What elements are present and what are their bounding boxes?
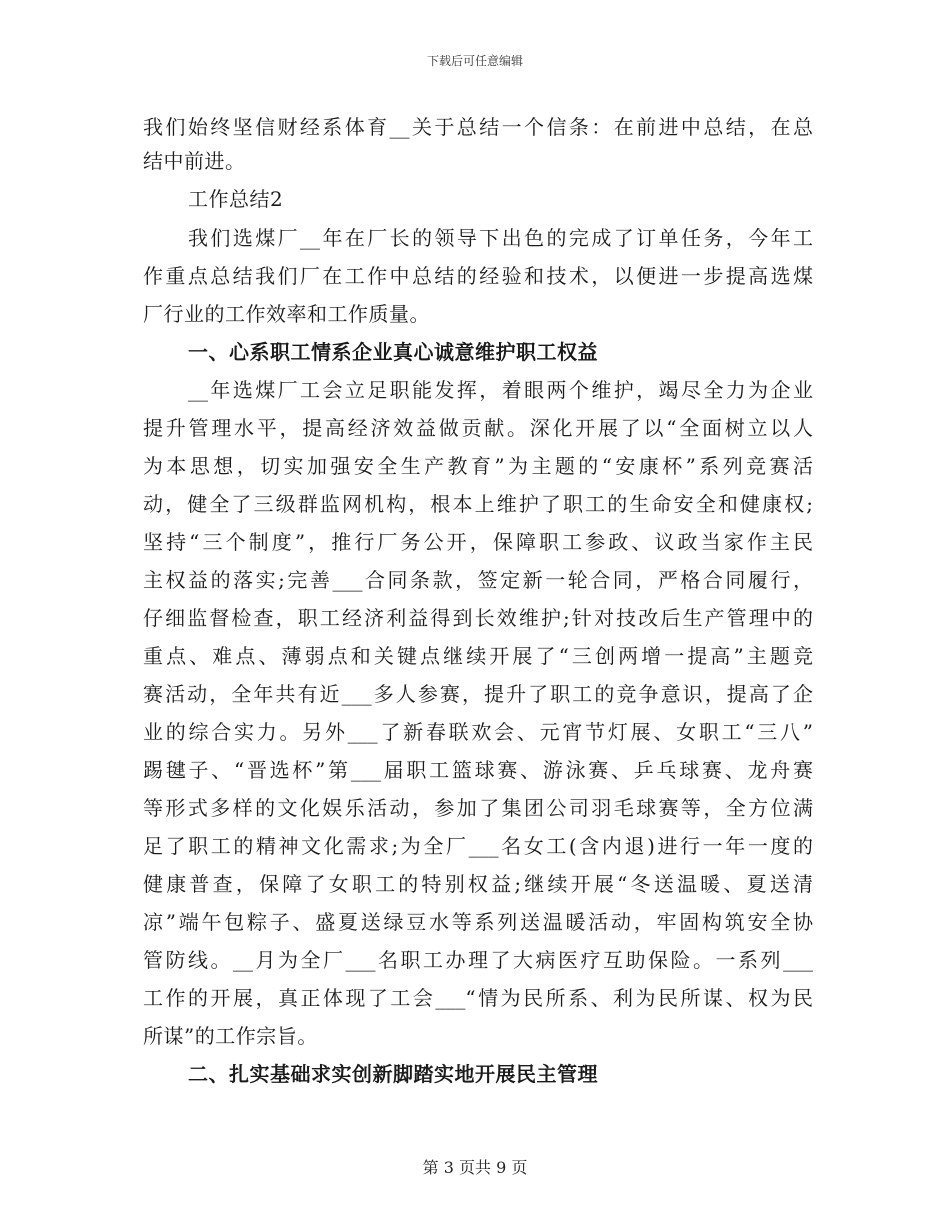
paragraph-line: 坚持“三个制度”，推行厂务公开，保障职工参政、议政当家作主民 [143,530,813,554]
paragraph-line: 提升管理水平，提高经济效益做贡献。深化开展了以“全面树立以人 [143,416,813,440]
paragraph-line: __年选煤厂工会立足职能发挥，着眼两个维护，竭尽全力为企业 [188,378,813,402]
paragraph-line: 结中前进。 [143,149,246,173]
paragraph-line: 所谋”的工作宗旨。 [143,1024,318,1048]
paragraph-line: 重点、难点、薄弱点和关键点继续开展了“三创两增一提高”主题竞 [143,644,813,668]
section-heading: 一、心系职工情系企业真心诚意维护职工权益 [188,340,598,364]
paragraph-line: 主权益的落实;完善___合同条款，签定新一轮合同，严格合同履行， [143,568,813,592]
paragraph-line: 等形式多样的文化娱乐活动，参加了集团公司羽毛球赛等，全方位满 [143,796,813,820]
paragraph-line: 健康普查，保障了女职工的特别权益;继续开展“冬送温暖、夏送清 [143,872,813,896]
paragraph-line: 我们始终坚信财经系体育__关于总结一个信条：在前进中总结，在总 [143,115,813,139]
page-footer: 第 3 页共 9 页 [422,1158,528,1177]
paragraph-line: 厂行业的工作效率和工作质量。 [143,302,430,326]
section-subtitle: 工作总结2 [188,187,284,211]
paragraph-line: 管防线。__月为全厂___名职工办理了大病医疗互助保险。一系列___ [143,948,813,972]
page-header: 下载后可任意编辑 [426,54,523,68]
paragraph-line: 足了职工的精神文化需求;为全厂___名女工(含内退)进行一年一度的 [143,834,813,858]
paragraph-line: 凉”端午包粽子、盛夏送绿豆水等系列送温暖活动，牢固构筑安全协 [143,910,813,934]
paragraph-line: 为本思想，切实加强安全生产教育”为主题的“安康杯”系列竞赛活 [143,454,813,478]
paragraph-line: 工作的开展，真正体现了工会___“情为民所系、利为民所谋、权为民 [143,986,813,1010]
paragraph-line: 赛活动，全年共有近___多人参赛，提升了职工的竞争意识，提高了企 [143,682,813,706]
paragraph-line: 踢毽子、“晋选杯”第___届职工篮球赛、游泳赛、乒乓球赛、龙舟赛 [143,758,813,782]
paragraph-line: 作重点总结我们厂在工作中总结的经验和技术，以便进一步提高选煤 [143,264,813,288]
section-heading: 二、扎实基础求实创新脚踏实地开展民主管理 [188,1062,598,1086]
paragraph-line: 业的综合实力。另外___了新春联欢会、元宵节灯展、女职工“三八” [143,720,813,744]
paragraph-line: 仔细监督检查，职工经济利益得到长效维护;针对技改后生产管理中的 [143,606,813,630]
paragraph-line: 动，健全了三级群监网机构，根本上维护了职工的生命安全和健康权; [143,492,813,516]
paragraph-line: 我们选煤厂__年在厂长的领导下出色的完成了订单任务，今年工 [188,226,813,250]
